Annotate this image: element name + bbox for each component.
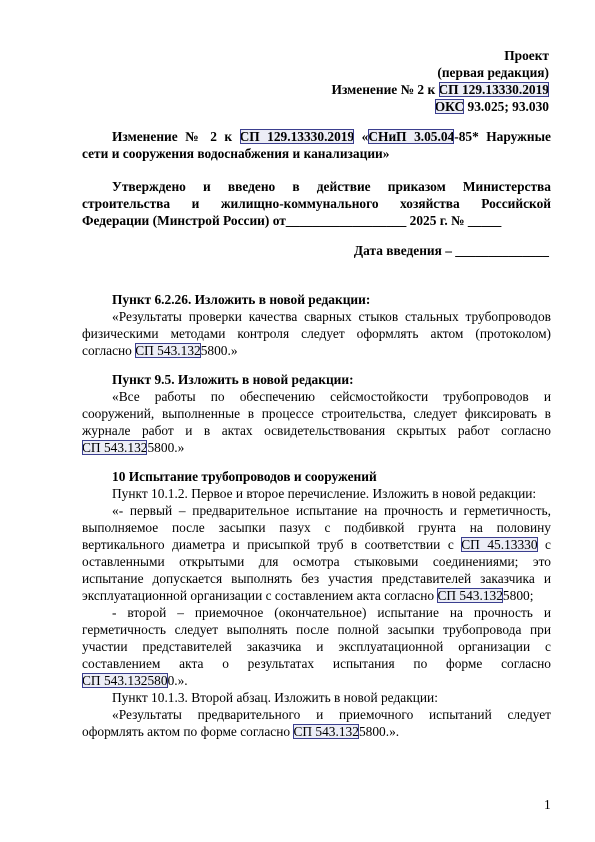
- paragraph-line: сооружений, выполненные в процессе строительства, следует фиксировать в: [82, 406, 551, 421]
- sp-link[interactable]: СП 543.132: [437, 588, 503, 603]
- paragraph-line: эксплуатационной организации с составлением акта согласно СП 543.1325800;: [82, 588, 534, 603]
- paragraph-line: СП 543.1325800.».: [82, 673, 188, 688]
- sp-link[interactable]: СП 543.132580: [82, 673, 168, 688]
- paragraph-line: оформлять актом по форме согласно СП 543.1325800.».: [82, 724, 400, 739]
- paragraph-line: - второй – приемочное (окончательное) испытание на прочность и: [112, 605, 551, 620]
- oks-line: ОКС 93.025; 93.030: [434, 99, 549, 114]
- paragraph-line: журнале работ и в актах освидетельствования скрытых работ согласно: [82, 423, 551, 438]
- page-number: 1: [544, 797, 551, 812]
- paragraph-line: Пункт 10.1.3. Второй абзац. Изложить в новой редакции:: [112, 690, 438, 705]
- sp-link[interactable]: СП 543.132: [82, 440, 148, 455]
- title-line-1: Изменение № 2 к СП 129.13330.2019 «СНиП 3.05.04-85* Наружные: [112, 129, 551, 144]
- paragraph-line: СП 543.1325800.»: [82, 440, 185, 455]
- title-line-2: сети и сооружения водоснабжения и канализации»: [82, 146, 390, 161]
- paragraph-line: оставленными открытыми для осмотра стыковыми соединениями; это: [82, 554, 551, 569]
- change-header: Изменение № 2 к СП 129.13330.2019: [331, 82, 549, 97]
- approval-line-2: строительства и жилищно-коммунального хозяйства Российской: [82, 196, 551, 211]
- paragraph-line: герметичность следует выполнять после полной засыпки трубопровода при: [82, 622, 551, 637]
- paragraph-line: составлением акта о результатах испытания по форме согласно: [82, 656, 551, 671]
- paragraph-line: вертикального диаметра и присыпкой труб в соответствии с СП 45.13330 с: [82, 537, 551, 552]
- paragraph-line: «Результаты предварительного и приемочного испытаний следует: [112, 707, 551, 722]
- paragraph-line: «- первый – предварительное испытание на прочность и герметичность,: [112, 503, 551, 518]
- sp-link[interactable]: СП 129.13330.2019: [239, 129, 355, 144]
- paragraph-line: выполняемое после засыпки пазух с подбивкой грунта на половину: [82, 520, 551, 535]
- paragraph-line: участии представителей заказчика и эксплуатационной организации с: [82, 639, 551, 654]
- point-9-5-heading: Пункт 9.5. Изложить в новой редакции:: [112, 372, 354, 387]
- section-10-heading: 10 Испытание трубопроводов и сооружений: [112, 469, 377, 484]
- paragraph-line: испытание допускается выполнять без участия представителей заказчика и: [82, 571, 551, 586]
- paragraph-line: согласно СП 543.1325800.»: [82, 343, 238, 358]
- paragraph-line: физическими методами контроля следует оформлять актом (протоколом): [82, 326, 551, 341]
- paragraph-line: «Все работы по обеспечению сейсмостойкости трубопроводов и: [112, 389, 551, 404]
- snip-link[interactable]: СНиП 3.05.04: [368, 129, 455, 144]
- approval-line-3: Федерации (Минстрой России) от__________________ 2025 г. № _____: [82, 213, 502, 228]
- paragraph-line: «Результаты проверки качества сварных стыков стальных трубопроводов: [112, 309, 551, 324]
- project-label: Проект: [504, 48, 549, 63]
- intro-date: Дата введения – ______________: [353, 243, 549, 258]
- sp-link[interactable]: СП 129.13330.2019: [438, 82, 549, 97]
- edition-label: (первая редакция): [437, 65, 549, 80]
- oks-link[interactable]: ОКС: [434, 99, 465, 114]
- sp-link[interactable]: СП 543.132: [293, 724, 359, 739]
- point-6-2-26-heading: Пункт 6.2.26. Изложить в новой редакции:: [112, 292, 371, 307]
- approval-line-1: Утверждено и введено в действие приказом Министерства: [112, 179, 551, 194]
- paragraph-line: Пункт 10.1.2. Первое и второе перечисление. Изложить в новой редакции:: [112, 486, 537, 501]
- sp-link[interactable]: СП 45.13330: [461, 537, 538, 552]
- sp-link[interactable]: СП 543.132: [135, 343, 201, 358]
